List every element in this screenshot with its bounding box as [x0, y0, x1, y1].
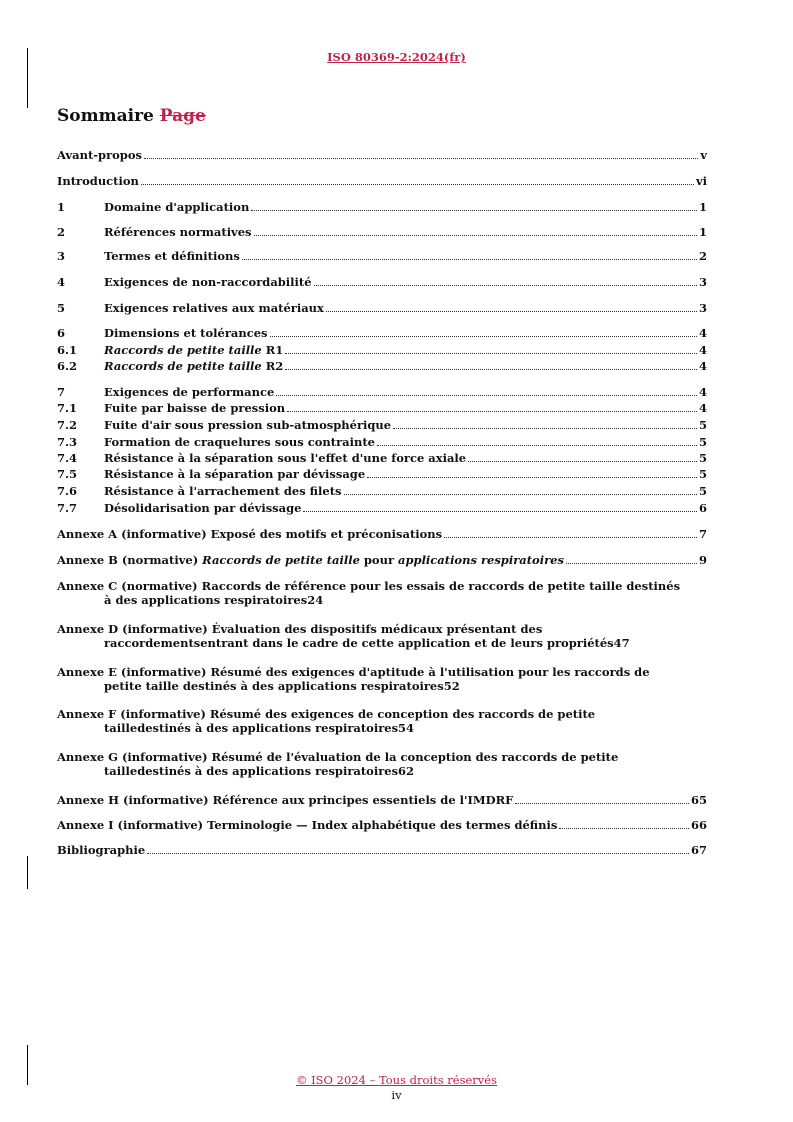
toc-entry[interactable]: 7.3 Formation de craquelures sous contrainte 5 [57, 435, 707, 449]
toc-entry[interactable]: 6.2 Raccords de petite taille R2 4 [57, 359, 707, 373]
toc-annex-h[interactable]: Annexe H (informative) Référence aux principes essentiels de l'IMDRF 65 [57, 793, 707, 807]
document-header [0, 50, 793, 64]
change-bar-middle [27, 856, 28, 889]
toc-entry[interactable]: 7.6 Résistance à l'arrachement des filets 5 [57, 484, 707, 498]
copyright-footer [0, 1073, 793, 1087]
toc-entry[interactable]: 7.1 Fuite par baisse de pression 4 [57, 401, 707, 415]
page-number: iv [391, 1088, 402, 1102]
toc-annex-g[interactable]: Annexe G (informative) Résumé de l'évaluation de la conception des raccords de petite tailledestinés à des applications respiratoires 62 [57, 750, 619, 778]
toc-entry[interactable]: 7 Exigences de performance 4 [57, 385, 707, 399]
toc-title: Sommaire [57, 106, 154, 126]
toc-bibliography[interactable]: Bibliographie 67 [57, 843, 707, 857]
toc-entry[interactable]: 5 Exigences relatives aux matériaux 3 [57, 301, 707, 315]
toc-entry[interactable]: 4 Exigences de non-raccordabilité 3 [57, 275, 707, 289]
toc-entry[interactable]: 6 Dimensions et tolérances 4 [57, 326, 707, 340]
toc-annex-d[interactable]: Annexe D (informative) Évaluation des dispositifs médicaux présentant des raccordementsentrant dans le cadre de cette application et de leurs propriétés 47 [57, 622, 630, 650]
toc-annex-b[interactable]: Annexe B (normative) Raccords de petite taille pour applications respiratoires 9 [57, 553, 707, 567]
toc-annex-f[interactable]: Annexe F (informative) Résumé des exigences de conception des raccords de petite tailledestinés à des applications respiratoires 54 [57, 707, 596, 735]
standard-id: ISO 80369-2:2024(fr) [327, 50, 466, 64]
toc-heading [57, 106, 206, 126]
deleted-page-label: Page [159, 106, 206, 126]
toc-entry[interactable]: 7.2 Fuite d'air sous pression sub-atmosphérique 5 [57, 418, 707, 432]
copyright-notice: © ISO 2024 – Tous droits réservés [295, 1073, 497, 1087]
toc-entry[interactable]: 7.4 Résistance à la séparation sous l'effet d'une force axiale 5 [57, 451, 707, 465]
toc-annex-c[interactable]: Annexe C (normative) Raccords de référence pour les essais de raccords de petite taille destinés à des applications respiratoires 24 [57, 579, 681, 607]
toc-entry[interactable]: 6.1 Raccords de petite taille R1 4 [57, 343, 707, 357]
toc-annex-e[interactable]: Annexe E (informative) Résumé des exigences d'aptitude à l'utilisation pour les raccords de petite taille destinés à des applications respiratoires 52 [57, 665, 650, 693]
toc-annex-a[interactable]: Annexe A (informative) Exposé des motifs et préconisations 7 [57, 527, 707, 541]
toc-entry[interactable]: 7.5 Résistance à la séparation par dévissage 5 [57, 467, 707, 481]
toc-entry[interactable]: 3 Termes et définitions 2 [57, 249, 707, 263]
toc-entry[interactable]: 2 Références normatives 1 [57, 225, 707, 239]
toc-entry[interactable]: 1 Domaine d'application 1 [57, 200, 707, 214]
toc-annex-i[interactable]: Annexe I (informative) Terminologie — Index alphabétique des termes définis 66 [57, 818, 707, 832]
toc-entry[interactable]: 7.7 Désolidarisation par dévissage 6 [57, 501, 707, 515]
toc-entry[interactable]: Avant-propos v [57, 148, 707, 162]
toc-entry[interactable]: Introduction vi [57, 174, 707, 188]
